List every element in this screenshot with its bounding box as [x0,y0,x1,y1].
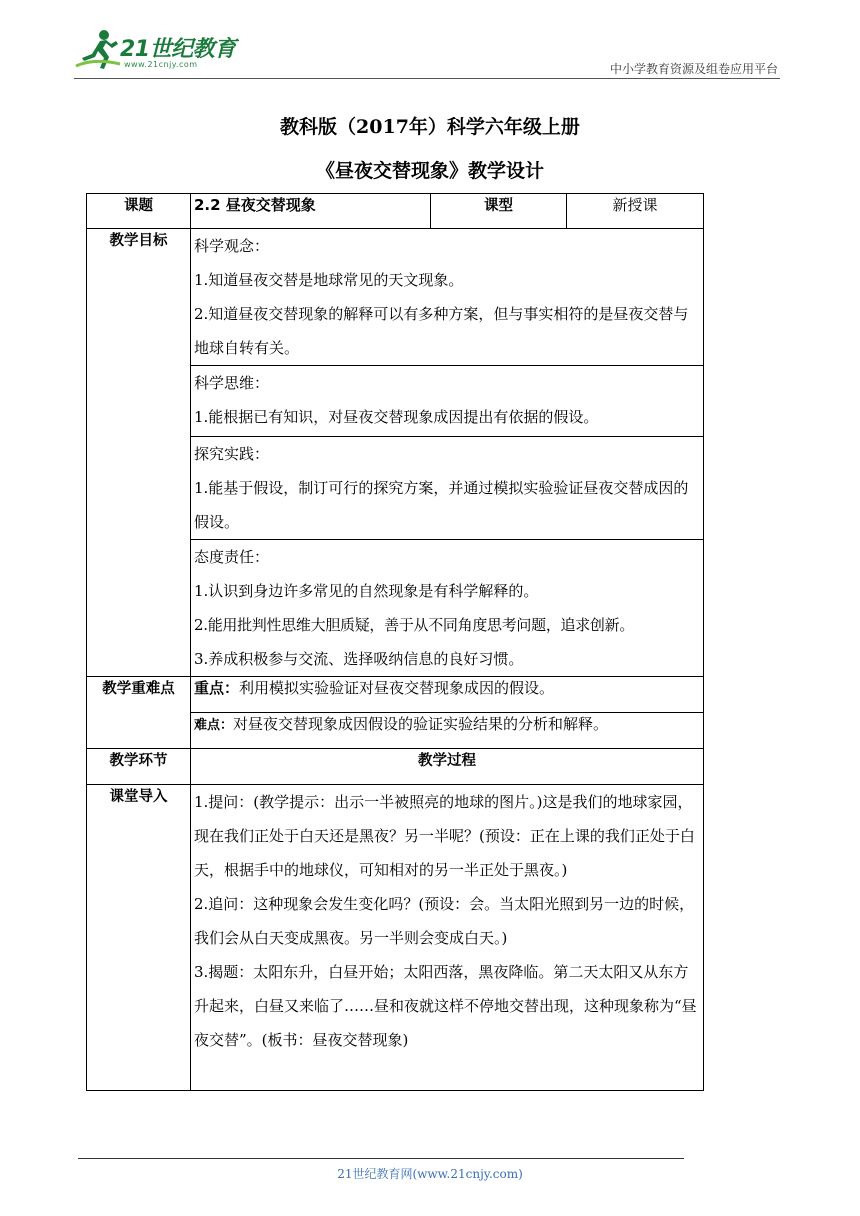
course-label: 课题 [87,194,191,229]
objective-inquiry-practice [191,437,704,540]
process-stage-label: 教学环节 [87,749,191,785]
course-row [87,194,704,229]
intro-label: 课堂导入 [87,785,191,1091]
intro-row [87,785,704,1091]
course-type-value: 新授课 [567,194,704,229]
footer-text: 21世纪教育网(www.21cnjy.com) [337,1167,523,1181]
runner-logo-icon [74,28,122,72]
objective-line: 1.能基于假设，制订可行的探究方案，并通过模拟实验验证昼夜交替成因的假设。 [194,479,689,531]
objective-line: 2.知道昼夜交替现象的解释可以有多种方案，但与事实相符的是昼夜交替与地球自转有关。 [194,305,689,357]
objective-heading: 科学观念： [194,237,270,255]
difficulty-cell [191,713,704,749]
key-points-label: 教学重难点 [87,677,191,749]
intro-content [191,785,704,1091]
objective-line: 2.能用批判性思维大胆质疑，善于从不同角度思考问题，追求创新。 [194,616,635,634]
objective-heading: 态度责任： [194,548,270,566]
difficulty-text: 对昼夜交替现象成因假设的验证实验结果的分析和解释。 [233,715,609,733]
objectives-row [87,229,704,366]
key-points-row [87,677,704,713]
objective-science-concept [191,229,704,366]
key-point-cell [191,677,704,713]
site-logo [74,28,244,76]
objective-line: 1.能根据已有知识，对昼夜交替现象成因提出有依据的假设。 [194,408,599,426]
process-label: 教学过程 [191,749,704,785]
objective-line: 1.知道昼夜交替是地球常见的天文现象。 [194,271,464,289]
intro-paragraph: 3.揭题：太阳东升，白昼开始；太阳西落，黑夜降临。第二天太阳又从东方升起来，白昼又来临了……昼和夜就这样不停地交替出现，这种现象称为“昼夜交替”。(板书：昼夜交替现象) [194,963,697,1049]
process-header-row [87,749,704,785]
document-subtitle: 《昼夜交替现象》教学设计 [315,160,544,182]
objective-heading: 探究实践： [194,445,270,463]
objective-line: 3.养成积极参与交流、选择吸纳信息的良好习惯。 [194,650,524,668]
logo-text: 21世纪教育 [120,37,236,62]
intro-paragraph: 1.提问：(教学提示：出示一半被照亮的地球的图片。)这是我们的地球家园，现在我们正处于白天还是黑夜？另一半呢？(预设：正在上课的我们正处于白天，根据手中的地球仪，可知相对的另一半正处于黑夜。) [194,793,695,879]
objective-science-thinking [191,366,704,437]
logo-url: www.21cnjy.com [124,60,198,69]
course-type-label: 课型 [431,194,567,229]
document-title: 教科版（2017年）科学六年级上册 [280,116,580,138]
key-point-label: 重点： [194,679,240,697]
course-value: 2.2 昼夜交替现象 [191,194,431,229]
platform-name: 中小学教育资源及组卷应用平台 [609,62,778,76]
difficulty-label: 难点： [194,718,234,733]
intro-paragraph: 2.追问：这种现象会发生变化吗？(预设：会。当太阳光照到另一边的时候，我们会从白天变成黑夜。另一半则会变成白天。) [194,895,695,947]
objective-line: 1.认识到身边许多常见的自然现象是有科学解释的。 [194,582,539,600]
key-point-text: 利用模拟实验验证对昼夜交替现象成因的假设。 [239,679,555,697]
page-header [0,0,860,80]
footer-divider [78,1158,684,1159]
lesson-plan-table [86,193,704,1091]
objective-heading: 科学思维： [194,374,270,392]
objective-attitude-responsibility [191,540,704,677]
objectives-label: 教学目标 [87,229,191,677]
header-divider [74,78,780,79]
